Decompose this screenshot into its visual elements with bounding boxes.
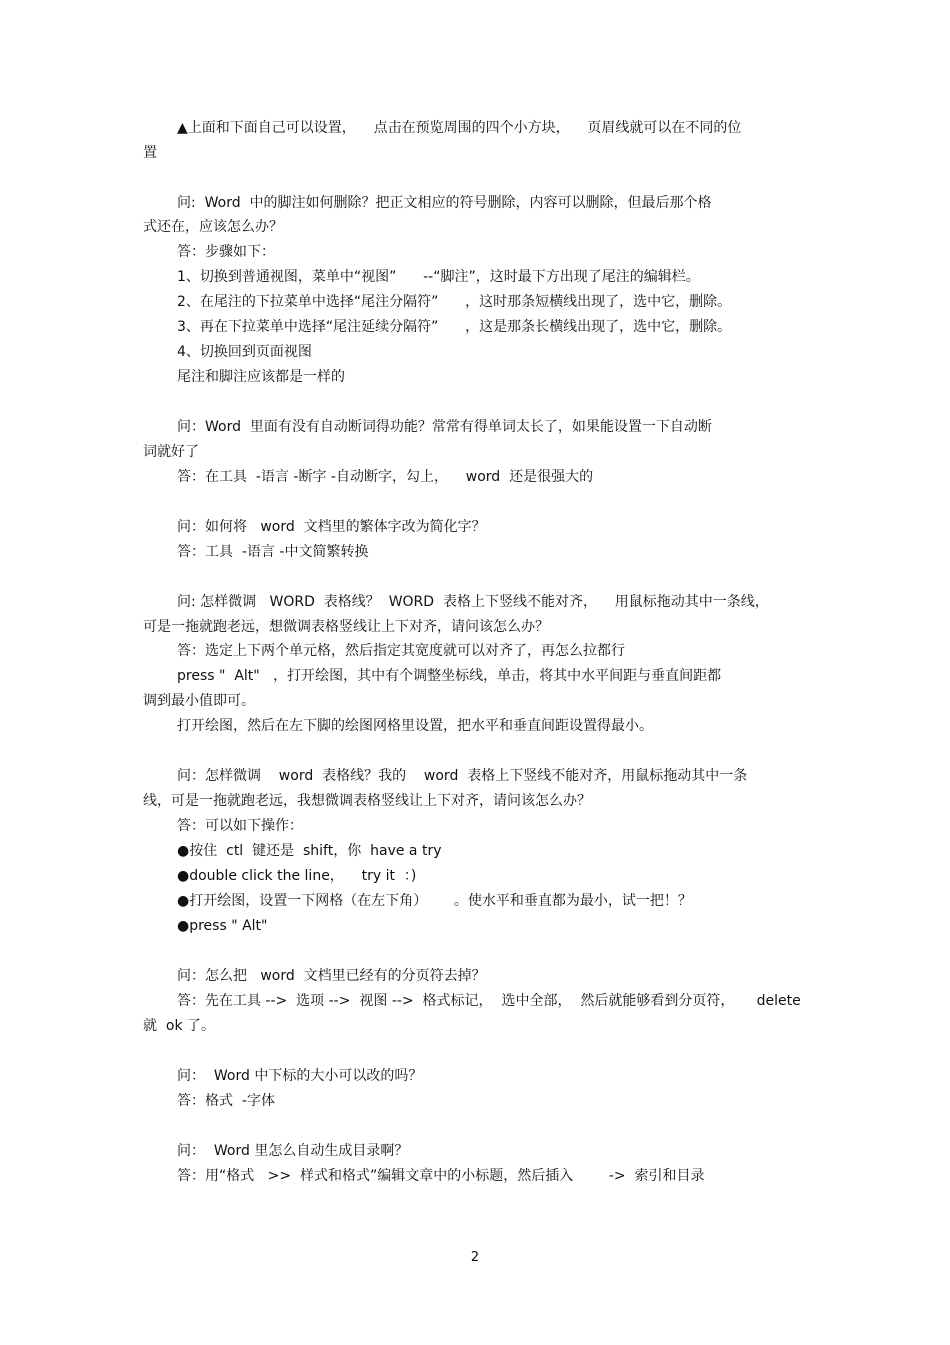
text-line: 答：工具 -语言 -中文简繁转换 — [177, 544, 369, 560]
text-line: 答：可以如下操作： — [177, 818, 303, 834]
text-line: 问: 怎样微调 WORD 表格线？ WORD 表格上下竖线不能对齐， 用鼠标拖动其中一条线， — [177, 594, 769, 610]
text-line: 词就好了 — [143, 444, 199, 460]
text-line: 问：Word 里面有没有自动断词得功能？常常有得单词太长了，如果能设置一下自动断 — [177, 419, 712, 435]
text-line: 式还在，应该怎么办？ — [143, 219, 283, 235]
text-line: 问：怎样微调 word 表格线？我的 word 表格上下竖线不能对齐，用鼠标拖动其中一条 — [177, 768, 748, 784]
text-line: press " Alt" ，打开绘图，其中有个调整坐标线，单击，将其中水平间距与垂直间距都 — [177, 668, 722, 684]
text-line: 就 ok 了。 — [143, 1018, 216, 1034]
text-line: 可是一拖就跑老远，想微调表格竖线让上下对齐，请问该怎么办？ — [143, 619, 549, 635]
text-line: 问：怎么把 word 文档里已经有的分页符去掉？ — [177, 968, 486, 984]
text-line: ▲上面和下面自己可以设置， 点击在预览周围的四个小方块， 页眉线就可以在不同的位 — [177, 120, 742, 136]
text-line: ●double click the line， try it ：) — [177, 868, 417, 884]
text-line: 4、切换回到页面视图 — [177, 344, 312, 360]
text-line: ●打开绘图，设置一下网格（在左下角） 。使水平和垂直都为最小，试一把！？ — [177, 893, 692, 909]
text-line: 答：用“格式 >> 样式和格式”编辑文章中的小标题，然后插入 -> 索引和目录 — [177, 1168, 705, 1184]
text-line: 答：步骤如下： — [177, 244, 275, 260]
text-line: 答：先在工具 --> 选项 --> 视图 --> 格式标记， 选中全部， 然后就能够看到分页符， delete — [177, 993, 801, 1009]
text-line: 3、再在下拉菜单中选择“尾注延续分隔符” ，这是那条长横线出现了，选中它，删除。 — [177, 319, 732, 335]
text-line: 答：格式 -字体 — [177, 1093, 275, 1109]
text-line: ●press " Alt" — [177, 918, 268, 934]
text-line: 置 — [143, 145, 157, 161]
text-line: 2、在尾注的下拉菜单中选择“尾注分隔符” ，这时那条短横线出现了，选中它，删除。 — [177, 294, 732, 310]
text-line: 线，可是一拖就跑老远，我想微调表格竖线让上下对齐，请问该怎么办？ — [143, 793, 591, 809]
text-line: 答：选定上下两个单元格，然后指定其宽度就可以对齐了，再怎么拉都行 — [177, 643, 625, 659]
text-line: 问：如何将 word 文档里的繁体字改为简化字？ — [177, 519, 486, 535]
page-number: 2 — [470, 1250, 480, 1265]
text-line: 打开绘图，然后在左下脚的绘图网格里设置，把水平和垂直间距设置得最小。 — [177, 718, 653, 734]
text-line: 尾注和脚注应该都是一样的 — [177, 369, 345, 385]
text-line: 问: Word 中的脚注如何删除？把正文相应的符号删除，内容可以删除，但最后那个格 — [177, 195, 712, 211]
text-line: 问： Word 中下标的大小可以改的吗？ — [177, 1068, 423, 1084]
text-line: 答：在工具 -语言 -断字 -自动断字，勾上， word 还是很强大的 — [177, 469, 594, 485]
text-line: 1、切换到普通视图，菜单中“视图” --“脚注”，这时最下方出现了尾注的编辑栏。 — [177, 269, 700, 285]
text-line: 问： Word 里怎么自动生成目录啊？ — [177, 1143, 409, 1159]
text-line: ●按住 ctl 键还是 shift，你 have a try — [177, 843, 442, 859]
text-line: 调到最小值即可。 — [143, 693, 255, 709]
